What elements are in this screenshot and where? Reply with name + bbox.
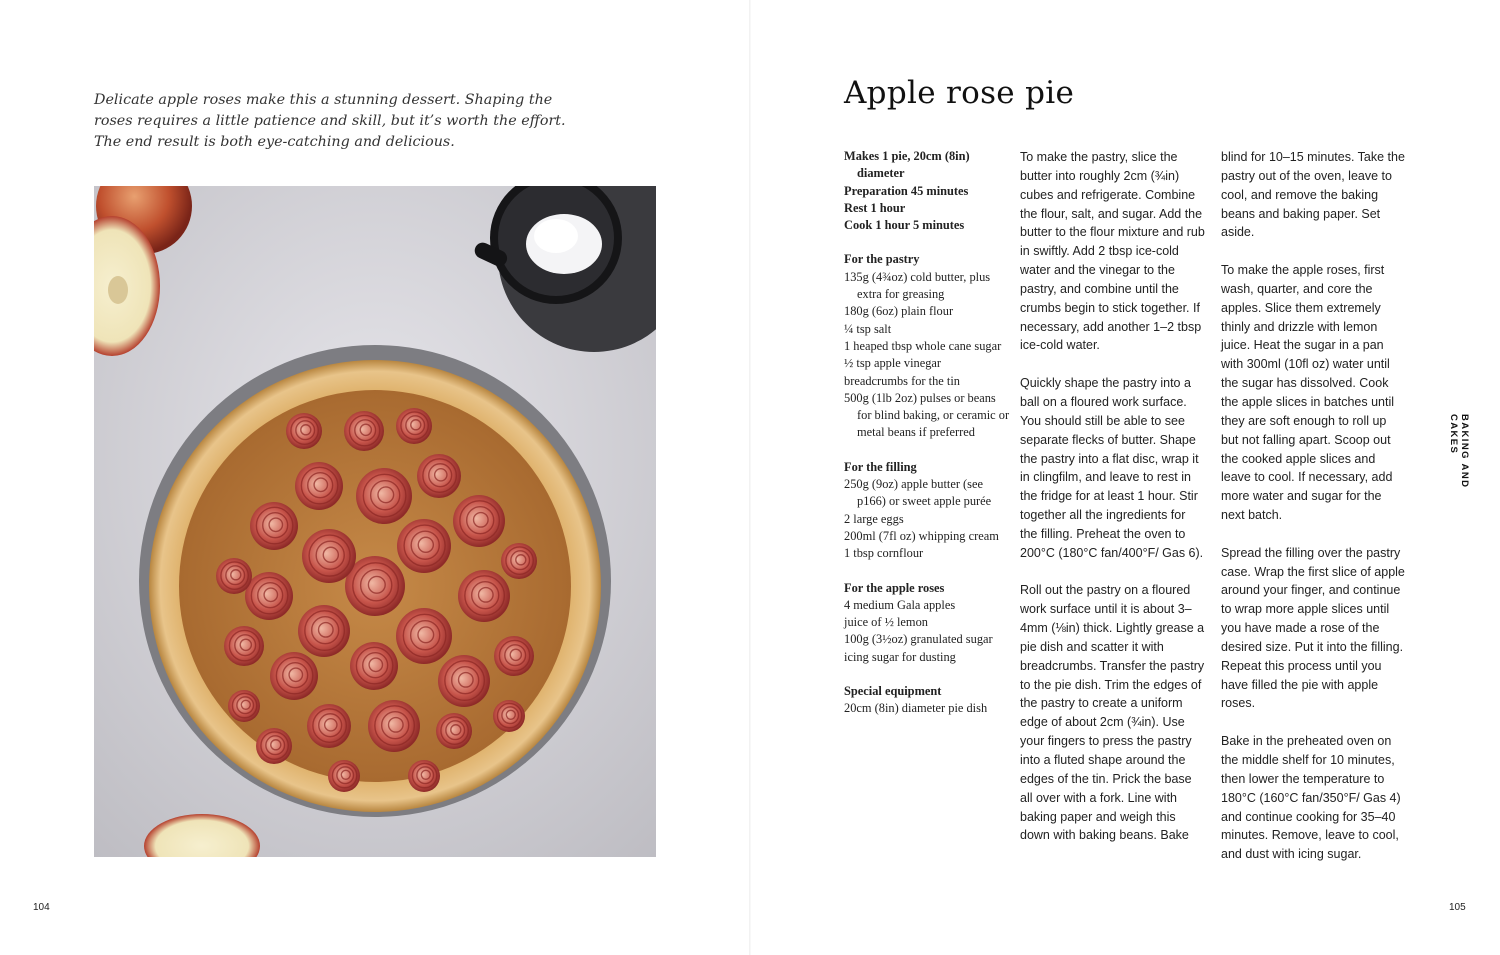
ingredient-item: juice of ½ lemon (844, 615, 928, 630)
apple-rose (302, 529, 356, 583)
apple-rose (356, 468, 412, 524)
ingredient-item: 4 medium Gala apples (844, 597, 956, 612)
apple-rose (298, 605, 350, 657)
apple-rose (250, 502, 298, 550)
method-paragraph: Spread the filling over the pastry case. Wrap the first slice of apple around your finger, and continue to wrap more apple slices until you have made a rose of the desired size. Put it into the filling. Repeat this process until you have filled the pie with apple roses. (1221, 545, 1405, 711)
ingredient-list (844, 700, 1010, 717)
method-paragraph: blind for 10–15 minutes. Take the pastry out of the oven, leave to cool, and remove the baking beans and baking paper. Set aside. (1221, 150, 1405, 240)
method-paragraph: Bake in the preheated oven on the middle shelf for 10 minutes, then lower the temperature to 180°C (160°C fan/350°F/ Gas 4) and continue cooking for 35–40 minutes. Remove, leave to cool, and dust with icing sugar. (1221, 734, 1401, 862)
apple-rose-pie-photo (94, 186, 656, 857)
meta-preparation: Preparation 45 minutes (844, 183, 969, 198)
apple-rose (397, 519, 451, 573)
apple-rose (453, 495, 505, 547)
method-paragraph: Roll out the pastry on a floured work surface until it is about 3–4mm (⅛in) thick. Lightly grease a pie dish and scatter it with breadcrumbs. Transfer the pastry to the pie dish. Trim the edges of the pastry to create a uniform edge of about 2cm (¾in). Use your fingers to press the pastry into a fluted shape around the edges of the tin. Prick the base all over with a fork. Line with baking paper and weigh this down with baking beans. Bake (1020, 583, 1205, 843)
ingredients-column (844, 148, 1010, 718)
ingredient-section-heading: For the pastry (844, 252, 920, 267)
method-paragraph: Quickly shape the pastry into a ball on a floured work surface. You should still be able to see separate flecks of butter. Shape the pastry into a flat disc, wrap it in clingfilm, and leave to rest in the fridge for at least 1 hour. Stir together all the ingredients for the filling. Preheat the oven to 200°C (180°C fan/400°F/ Gas 6). (1020, 376, 1204, 560)
intro-text: Delicate apple roses make this a stunning dessert. Shaping the roses requires a little patience and skill, but it’s worth the effort. The end result is both eye-catching and delicious. (94, 92, 566, 150)
method-paragraph: To make the pastry, slice the butter into roughly 2cm (¾in) cubes and refrigerate. Combine the flour, salt, and sugar. Add the butter to the flour mixture and rub in swiftly. Add 2 tbsp ice-cold water and the vinegar to the pastry, and combine until the crumbs begin to stick together. If necessary, add another 1–2 tbsp ice-cold water. (1020, 150, 1205, 353)
ingredient-item: 2 large eggs (844, 511, 904, 526)
ingredient-item: ½ tsp apple vinegar (844, 356, 942, 371)
ingredient-item: 200ml (7fl oz) whipping cream (844, 528, 999, 543)
apple-rose-pie (139, 345, 611, 817)
method-column-2 (1221, 148, 1407, 864)
ingredient-section (844, 251, 1010, 441)
ingredient-list (844, 597, 1010, 666)
ingredient-item: 135g (4¾oz) cold butter, plus extra for greasing (844, 269, 991, 302)
page-number-right: 105 (1449, 902, 1466, 913)
ingredient-item: 20cm (8in) diameter pie dish (844, 701, 988, 716)
apple-rose (295, 462, 343, 510)
page-gutter (749, 0, 751, 955)
apple-rose (458, 570, 510, 622)
ingredient-item: 180g (6oz) plain flour (844, 304, 954, 319)
ingredient-item: 500g (1lb 2oz) pulses or beans for blind baking, or ceramic or metal beans if preferred (844, 390, 1010, 440)
ingredient-item: 1 tbsp cornflour (844, 546, 924, 561)
ingredient-section (844, 580, 1010, 666)
apple-rose (350, 642, 398, 690)
recipe-meta (844, 148, 1010, 234)
ingredient-item: ¼ tsp salt (844, 321, 892, 336)
ingredient-list (844, 476, 1010, 562)
apple-rose (417, 454, 461, 498)
apple-rose (368, 700, 420, 752)
meta-cook: Cook 1 hour 5 minutes (844, 218, 965, 233)
method-paragraph: To make the apple roses, first wash, quarter, and core the apples. Slice them extremely thinly and drizzle with lemon juice. Heat the sugar in a pan with 300ml (10fl oz) water until the sugar has dissolved. Cook the apple slices in batches until they are soft enough to roll up but not falling apart. Scoop out the cooked apple slices and leave to cool. If necessary, add more water and sugar for the next batch. (1221, 263, 1395, 523)
ingredient-section (844, 459, 1010, 563)
section-tab: BAKING AND CAKES (1448, 414, 1470, 489)
recipe-title: Apple rose pie (844, 75, 1075, 111)
ingredient-item: icing sugar for dusting (844, 649, 956, 664)
ingredient-list (844, 269, 1010, 442)
ingredient-item: 250g (9oz) apple butter (see p166) or sweet apple purée (844, 477, 992, 509)
ingredient-section-heading: Special equipment (844, 684, 942, 699)
ingredient-section-heading: For the filling (844, 459, 917, 474)
ingredient-sections (844, 251, 1010, 717)
apple-rose (270, 652, 318, 700)
ingredient-section (844, 683, 1010, 718)
ingredient-item: 100g (3½oz) granulated sugar (844, 632, 993, 647)
page-number-left: 104 (33, 902, 50, 913)
apple-rose (245, 572, 293, 620)
ingredient-section-heading: For the apple roses (844, 580, 945, 595)
method-column-1 (1020, 148, 1206, 845)
apple-rose (396, 608, 452, 664)
apple-rose (307, 704, 351, 748)
ingredient-item: 1 heaped tbsp whole cane sugar (844, 338, 1002, 353)
ingredient-item: breadcrumbs for the tin (844, 373, 960, 388)
apple-rose (438, 655, 490, 707)
meta-yield: Makes 1 pie, 20cm (8in) diameter (844, 149, 970, 181)
meta-rest: Rest 1 hour (844, 200, 906, 215)
